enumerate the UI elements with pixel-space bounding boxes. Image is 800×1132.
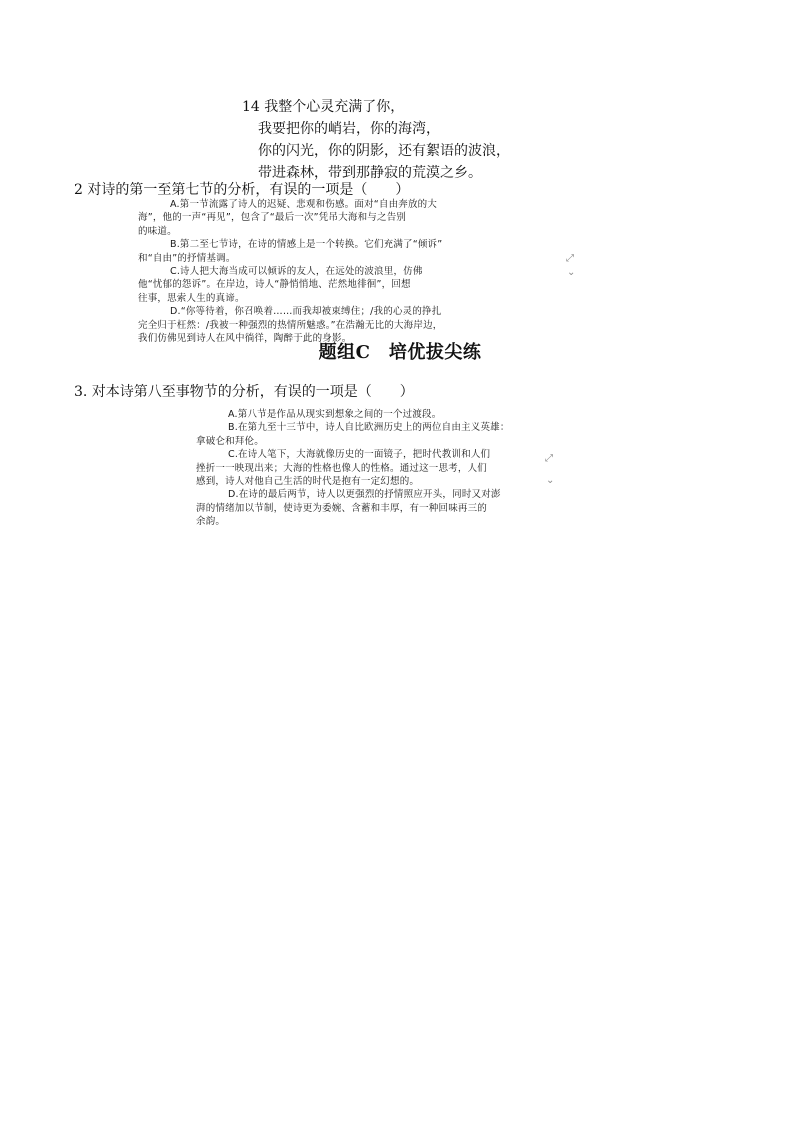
option-c-line: 感到，诗人对他自己生活的时代是抱有一定幻想的。 [196,476,420,488]
option-d-line: D.“你等待着，你召唤着……而我却被束缚住；/我的心灵的挣扎 [170,306,442,318]
option-c-line: C.在诗人笔下，大海就像历史的一面镜子，把时代教训和人们 [228,449,491,461]
question-2-options [138,198,598,345]
option-d-line: 湃的情绪加以节制，使诗更为委婉、含蓄和丰厚，有一种回味再三的 [196,502,488,514]
option-a-line: A.第一节流露了诗人的迟疑、悲观和伤感。面对“自由奔放的大 [170,199,438,210]
question-2-prompt: 2 对诗的第一至第七节的分析，有误的一项是（ ） [74,182,410,198]
expand-icon: ⤢ [545,453,553,464]
chevron-down-icon: ⌄ [567,267,576,278]
option-b-line: B.在第九至十三节中，诗人自比欧洲历史上的两位自由主义英雄： [228,422,510,434]
poem-line: 我要把你的峭岩，你的海湾， [258,121,440,137]
option-c-line: 挫折一一映现出来；大海的性格也像人的性格。通过这一思考，人们 [196,462,488,474]
option-d-line: 完全归于枉然：/我被一种强烈的热情所魅惑。”在浩瀚无比的大海岸边， [138,319,443,331]
option-b-line: B.第二至七节诗，在诗的情感上是一个转换。它们充满了“倾诉” [170,239,443,251]
option-d-line: D.在诗的最后两节，诗人以更强烈的抒情照应开头，同时又对澎 [228,489,501,501]
question-3-prompt: 3. 对本诗第八至事物节的分析，有误的一项是（ ） [74,384,414,400]
option-b-line: 拿破仑和拜伦。 [196,435,264,447]
question-3-options [196,408,568,529]
poem-line: 14 我整个心灵充满了你， [242,99,405,115]
option-a-line: 的味道。 [138,225,177,237]
poem-excerpt [242,96,562,184]
option-d-line: 我们仿佛见到诗人在风中徜徉，陶醉于此的身影。 [138,333,352,345]
option-d-line: 余韵。 [196,516,226,528]
poem-line: 你的闪光，你的阴影，还有絮语的波浪， [258,143,510,159]
poem-line: 带进森林，带到那静寂的荒漠之乡。 [258,165,482,181]
expand-icon: ⤢ [566,253,574,264]
option-a-line: A.第八节是作品从现实到想象之间的一个过渡段。 [228,409,442,420]
section-heading: 题组C 培优拔尖练 [318,342,482,363]
option-c-line: 他“忧郁的怨诉”。在岸边，诗人“静悄悄地、茫然地徘徊”，回想 [138,279,411,291]
option-c-line: C.诗人把大海当成可以倾诉的友人，在远处的波浪里，仿佛 [170,266,423,278]
option-a-line: 海”，他的一声“再见”，包含了“最后一次”凭吊大海和与之告别 [138,212,407,224]
option-c-line: 往事，思索人生的真谛。 [138,292,245,304]
chevron-down-icon: ⌄ [546,475,555,486]
option-b-line: 和“自由”的抒情基调。 [138,252,236,264]
